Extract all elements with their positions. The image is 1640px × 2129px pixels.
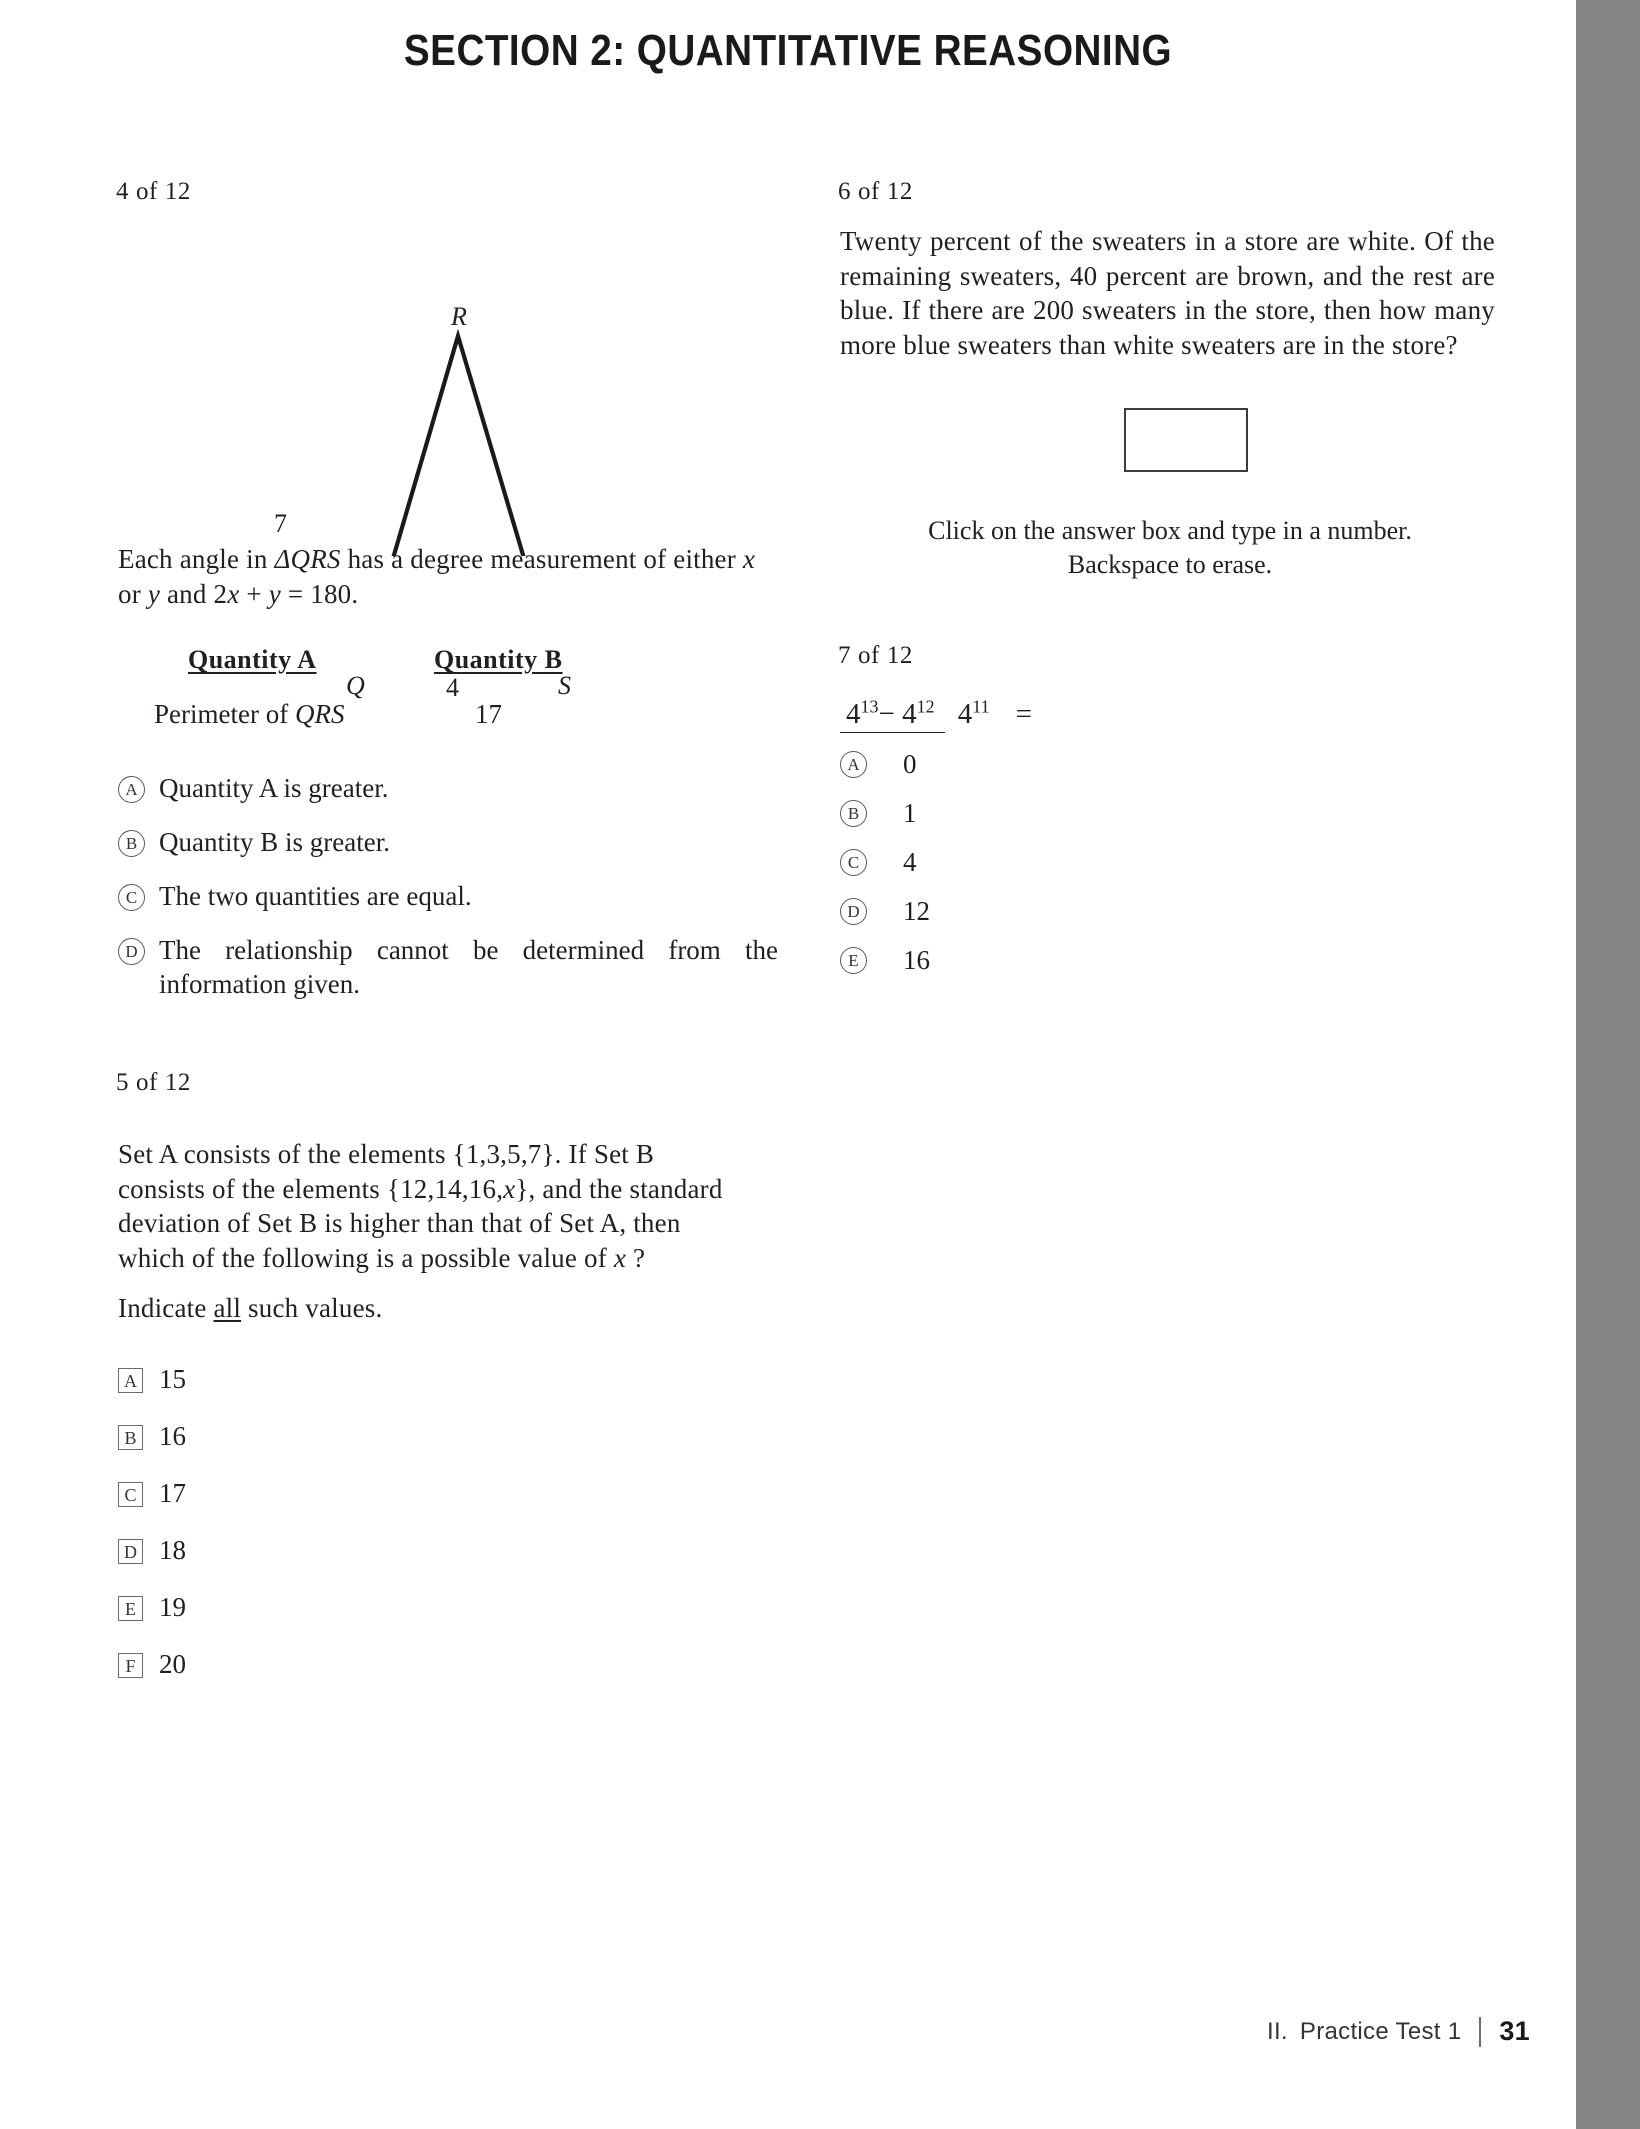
checkbox-label-c: 17 xyxy=(159,1477,186,1508)
stem-part-4: and 2 xyxy=(160,578,228,609)
stem-part-1: Each angle in xyxy=(118,544,275,574)
mc-option-row-a[interactable] xyxy=(840,749,1500,780)
checkbox-row-e[interactable] xyxy=(118,1590,778,1624)
numerator-operator: − xyxy=(878,697,895,730)
mc-option-value-b: 1 xyxy=(903,797,917,828)
checkbox-label-f: 20 xyxy=(159,1648,186,1679)
quantity-a-value xyxy=(154,699,344,730)
numerator-base-2: 4 xyxy=(902,697,917,730)
stem-var-x-1: x xyxy=(742,544,756,574)
checkbox-row-b[interactable] xyxy=(118,1419,778,1453)
q5-var-x-2: x xyxy=(613,1242,627,1273)
stem-triangle-qrs: ΔQRS xyxy=(274,544,341,574)
triangle-side-label-left: 7 xyxy=(274,509,287,538)
mc-option-value-e: 16 xyxy=(903,944,930,975)
stem-var-x-2: x xyxy=(227,578,240,609)
question-6-number: 6 of 12 xyxy=(838,178,914,205)
mc-option-row-d[interactable] xyxy=(840,896,1500,927)
quantity-a-value-qrs: QRS xyxy=(294,699,345,730)
triangle-qrs-svg xyxy=(118,216,778,556)
hint-line-1: Click on the answer box and type in a number. xyxy=(928,516,1412,546)
numeric-entry-wrap xyxy=(840,408,1500,472)
option-label-a: Quantity A is greater. xyxy=(159,773,389,804)
triangle-vertex-label-q: Q xyxy=(346,671,365,700)
numeric-entry-hint xyxy=(840,514,1500,582)
option-row-c[interactable] xyxy=(118,879,778,913)
checkbox-row-c[interactable] xyxy=(118,1476,778,1510)
option-label-c: The two quantities are equal. xyxy=(159,881,472,912)
quantity-a-value-prefix: Perimeter of xyxy=(154,699,295,730)
left-column xyxy=(118,178,778,1681)
question-5-number: 5 of 12 xyxy=(116,1069,192,1097)
checkbox-row-f[interactable] xyxy=(118,1647,778,1681)
question-5-stem xyxy=(118,1137,726,1275)
checkbox-b-icon[interactable]: B xyxy=(118,1425,143,1450)
triangle-vertex-label-r: R xyxy=(451,302,467,331)
footer-page-number: 31 xyxy=(1499,2016,1530,2046)
question-7-expression xyxy=(840,698,1500,731)
quantity-b-header: Quantity B xyxy=(434,645,563,675)
checkbox-label-e: 19 xyxy=(159,1591,186,1622)
option-row-a[interactable] xyxy=(118,771,778,805)
checkbox-a-icon[interactable]: A xyxy=(118,1368,143,1393)
quantity-values-row xyxy=(118,699,778,745)
checkbox-row-d[interactable] xyxy=(118,1533,778,1567)
radio-circle-q7-c-icon[interactable]: C xyxy=(840,849,867,876)
radio-circle-q7-d-icon[interactable]: D xyxy=(840,898,867,925)
checkbox-e-icon[interactable]: E xyxy=(118,1596,143,1621)
stem-part-3: or xyxy=(118,578,148,609)
instruction-post: such values. xyxy=(241,1293,383,1324)
right-column xyxy=(840,178,1500,976)
fraction-numerator xyxy=(840,698,945,733)
mc-option-row-b[interactable] xyxy=(840,798,1500,829)
option-row-b[interactable] xyxy=(118,825,778,859)
equals-sign: = xyxy=(1015,697,1032,730)
triangle-vertex-label-s: S xyxy=(558,671,571,700)
q5-stem-part-1: Set A consists of the elements {1,3,5,7}. If Set B consists of the elements {12,14,16, xyxy=(118,1139,655,1204)
quantity-b-value: 17 xyxy=(475,699,502,730)
radio-circle-a-icon[interactable]: A xyxy=(118,776,145,803)
checkbox-row-a[interactable] xyxy=(118,1362,778,1396)
checkbox-label-d: 18 xyxy=(159,1534,186,1565)
q5-stem-part-2: }, and the standard deviation of Set B is higher than that of Set A, then which of the following is a possible value of xyxy=(118,1173,723,1273)
checkbox-f-icon[interactable]: F xyxy=(118,1653,143,1678)
question-5-instruction xyxy=(118,1291,778,1326)
question-6 xyxy=(840,178,1500,582)
question-7 xyxy=(840,642,1500,976)
radio-circle-q7-e-icon[interactable]: E xyxy=(840,947,867,974)
option-label-d: The relationship cannot be determined from the information given. xyxy=(159,935,778,1000)
hint-line-2: Backspace to erase. xyxy=(1067,549,1273,579)
question-5 xyxy=(118,1069,778,1681)
footer-test-name: Practice Test 1 xyxy=(1299,2017,1462,2045)
triangle-side-label-base: 4 xyxy=(446,673,459,702)
option-label-b: Quantity B is greater. xyxy=(159,827,390,858)
quantity-headers-row xyxy=(118,645,778,691)
quantity-a-header: Quantity A xyxy=(188,645,317,675)
stem-var-y-2: y xyxy=(268,578,281,609)
stem-var-y-1: y xyxy=(147,578,161,609)
mc-option-value-c: 4 xyxy=(903,846,917,877)
numeric-answer-box[interactable] xyxy=(1124,408,1248,472)
mc-option-value-d: 12 xyxy=(903,895,930,926)
fraction xyxy=(840,698,1000,731)
radio-circle-b-icon[interactable]: B xyxy=(118,830,145,857)
question-5-options xyxy=(118,1362,778,1681)
fraction-denominator xyxy=(952,695,1000,730)
footer-divider xyxy=(1479,2017,1481,2047)
stem-part-2: has a degree measurement of either xyxy=(340,544,743,574)
option-row-d[interactable] xyxy=(118,933,778,1001)
page-footer xyxy=(1267,2016,1530,2047)
question-4-options xyxy=(118,771,778,1001)
mc-option-row-c[interactable] xyxy=(840,847,1500,878)
question-4 xyxy=(118,178,778,1001)
question-7-options xyxy=(840,749,1500,976)
checkbox-d-icon[interactable]: D xyxy=(118,1539,143,1564)
mc-option-value-a: 0 xyxy=(903,748,917,779)
numerator-exp-2: 12 xyxy=(916,696,935,717)
denominator-base: 4 xyxy=(957,697,973,730)
q5-var-x-1: x xyxy=(503,1173,516,1204)
instruction-pre: Indicate xyxy=(118,1293,214,1324)
radio-circle-q7-a-icon[interactable]: A xyxy=(840,751,867,778)
checkbox-label-a: 15 xyxy=(159,1363,186,1394)
stem-part-5: + xyxy=(239,578,269,609)
footer-part-number: II. xyxy=(1266,2017,1288,2045)
question-4-number: 4 of 12 xyxy=(116,178,192,205)
question-7-number: 7 of 12 xyxy=(838,641,914,669)
radio-circle-c-icon[interactable]: C xyxy=(118,884,145,911)
radio-circle-q7-b-icon[interactable]: B xyxy=(840,800,867,827)
numerator-exp-1: 13 xyxy=(860,696,879,717)
page-edge-accent-bar xyxy=(1576,0,1640,2129)
numerator-base-1: 4 xyxy=(846,697,861,730)
checkbox-label-b: 16 xyxy=(159,1420,186,1451)
denominator-exp: 11 xyxy=(972,696,990,717)
question-6-stem: Twenty percent of the sweaters in a store are white. Of the remaining sweaters, 40 percent are brown, and the rest are blue. If there are 200 sweaters in the store, then how many more blue sweaters than white sweaters are in the store? xyxy=(840,226,1495,360)
radio-circle-d-icon[interactable]: D xyxy=(118,938,145,965)
q5-stem-part-3: ? xyxy=(626,1242,646,1273)
mc-option-row-e[interactable] xyxy=(840,945,1500,976)
page-title: SECTION 2: QUANTITATIVE REASONING xyxy=(403,26,1173,75)
checkbox-c-icon[interactable]: C xyxy=(118,1482,143,1507)
stem-part-6: = 180. xyxy=(280,578,359,609)
instruction-all-underlined: all xyxy=(213,1293,242,1324)
